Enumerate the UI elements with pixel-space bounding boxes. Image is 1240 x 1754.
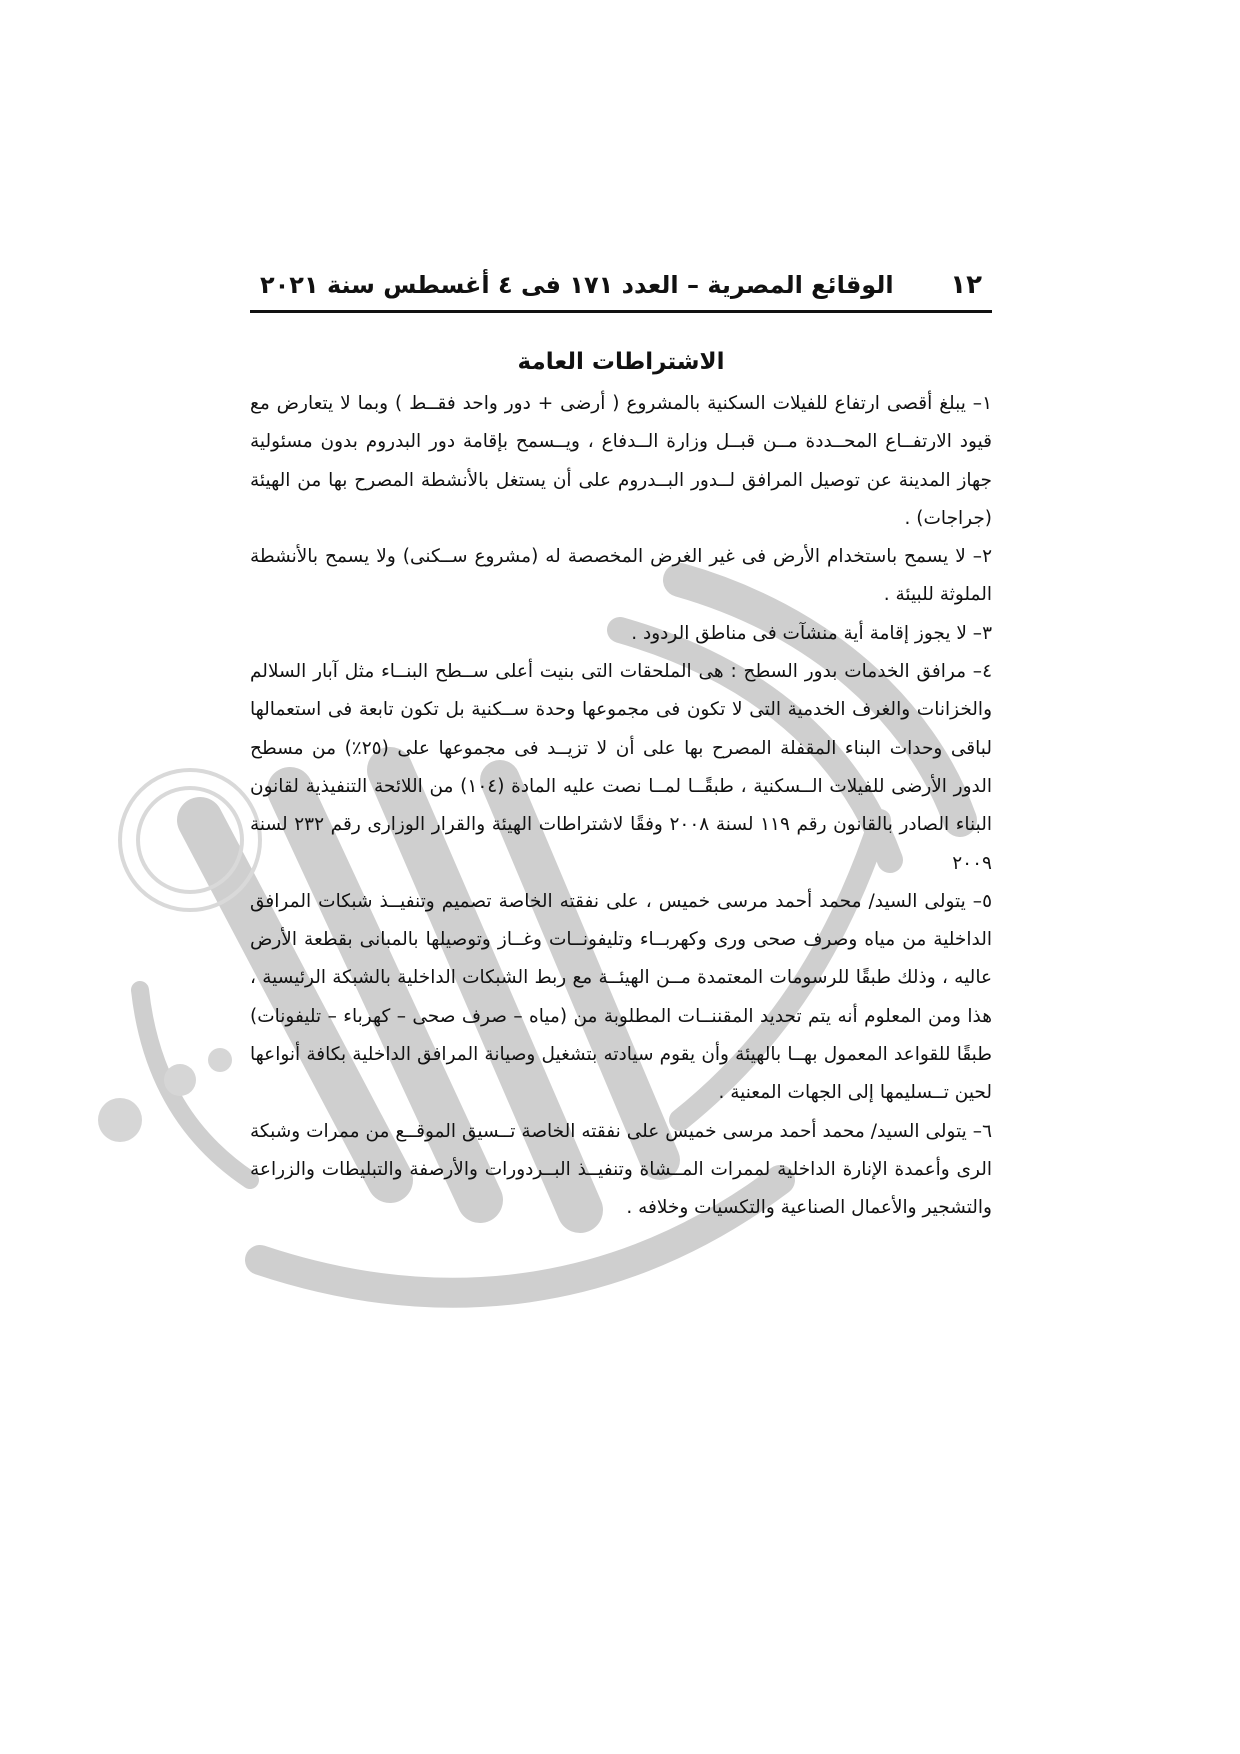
condition-paragraph-1: ١– يبلغ أقصى ارتفاع للفيلات السكنية بالمشروع ( أرضى + دور واحد فقــط ) وبما لا يتعارض مع قيود الارتفــاع المحــددة مــن قبــل وزارة الــدفاع ، ويــسمح بإقامة دور البدروم بدون مسئولية جهاز المدينة عن توصيل المرافق لــدور البــدروم على أن يستغل بالأنشطة المصرح بها من الهيئة (جراجات) .	[250, 393, 992, 529]
conditions-body	[250, 385, 992, 1228]
condition-paragraph-3: ٣– لا يجوز إقامة أية منشآت فى مناطق الردود .	[631, 622, 992, 644]
page-number: ١٢	[950, 270, 982, 300]
section-title: الاشتراطات العامة	[517, 349, 725, 375]
condition-paragraph-2: ٢– لا يسمح باستخدام الأرض فى غير الغرض المخصصة له (مشروع ســكنى) ولا يسمح بالأنشطة الملوثة للبيئة .	[250, 546, 992, 606]
issue-title: الوقائع المصرية – العدد ١٧١ فى ٤ أغسطس سنة ٢٠٢١	[260, 271, 894, 299]
condition-paragraph-4: ٤– مرافق الخدمات بدور السطح : هى الملحقات التى بنيت أعلى ســطح البنــاء مثل آبار السلالم والخزانات والغرف الخدمية التى لا تكون فى مجموعها وحدة ســكنية بل تكون تابعة فى استعمالها لباقى وحدات البناء المقفلة المصرح بها على أن لا تزيــد فى مجموعها على (٢٥٪) من مسطح الدور الأرضى للفيلات الــسكنية ، طبقًــا لمــا نصت عليه المادة (١٠٤) من اللائحة التنفيذية لقانون البناء الصادر بالقانون رقم ١١٩ لسنة ٢٠٠٨ وفقًا لاشتراطات الهيئة والقرار الوزارى رقم ٢٣٢ لسنة ٢٠٠٩	[250, 661, 993, 874]
condition-paragraph-6: ٦– يتولى السيد/ محمد أحمد مرسى خميس على نفقته الخاصة تــسيق الموقــع من ممرات وشبكة الرى وأعمدة الإنارة الداخلية لممرات المــشاة وتنفيــذ البــردورات والأرصفة والتبليطات والزراعة والتشجير والأعمال الصناعية والتكسيات وخلافه .	[250, 1120, 992, 1219]
page-header	[250, 270, 992, 313]
gazette-page	[250, 270, 992, 1228]
condition-paragraph-5: ٥– يتولى السيد/ محمد أحمد مرسى خميس ، على نفقته الخاصة تصميم وتنفيــذ شبكات المرافق الداخلية من مياه وصرف صحى ورى وكهربــاء وتليفونــات وغــاز وتوصيلها بالمبانى بقطعة الأرض عاليه ، وذلك طبقًا للرسومات المعتمدة مــن الهيئــة مع ربط الشبكات الداخلية بالشبكة الرئيسية ، هذا ومن المعلوم أنه يتم تحديد المقننــات المطلوبة من (مياه – صرف صحى – كهرباء – تليفونات) طبقًا للقواعد المعمول بهــا بالهيئة وأن يقوم سيادته بتشغيل وصيانة المرافق الداخلية بكافة أنواعها لحين تــسليمها إلى الجهات المعنية .	[250, 890, 992, 1104]
